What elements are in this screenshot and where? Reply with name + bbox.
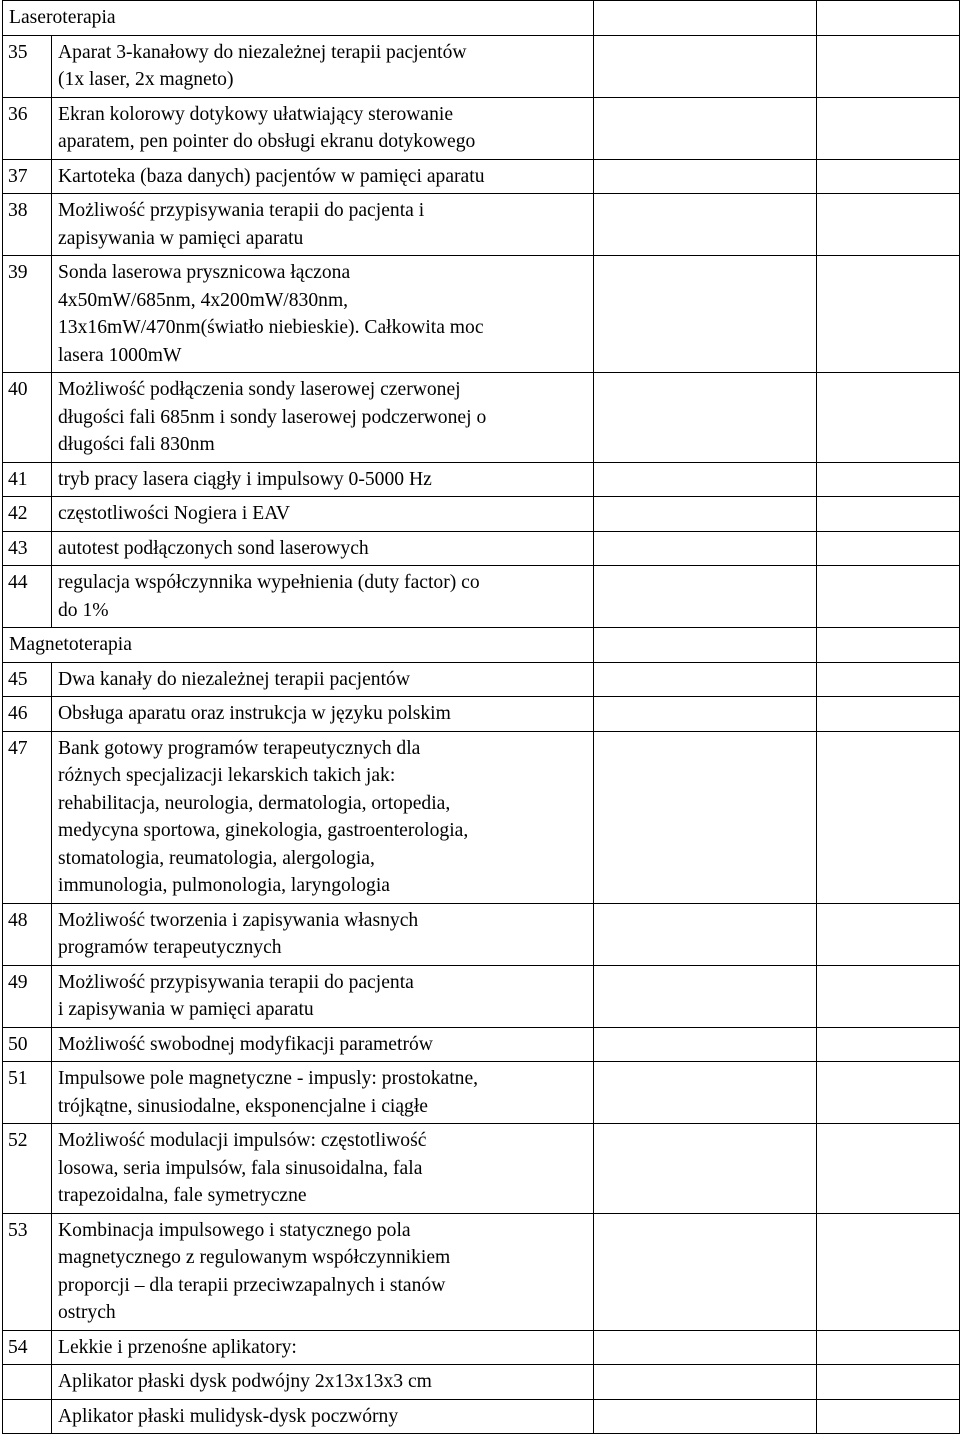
- row-description: [52, 662, 594, 697]
- empty-value-cell: [594, 628, 817, 663]
- row-description: [52, 566, 594, 628]
- row-number: 49: [3, 965, 52, 1027]
- row-description: [52, 531, 594, 566]
- table-row: [3, 1330, 960, 1365]
- table-row: [3, 965, 960, 1027]
- row-description: [52, 1399, 594, 1434]
- table-row: [3, 373, 960, 463]
- empty-value-cell: [594, 497, 817, 532]
- table-row: [3, 35, 960, 97]
- empty-value-cell: [594, 159, 817, 194]
- description-line: trójkątne, sinusiodalne, eksponencjalne i ciągłe: [58, 1095, 428, 1117]
- description-line: losowa, seria impulsów, fala sinusoidalna, fala: [58, 1157, 423, 1179]
- empty-value-cell: [594, 1365, 817, 1400]
- table-row: [3, 1399, 960, 1434]
- row-number: 45: [3, 662, 52, 697]
- row-number: 51: [3, 1062, 52, 1124]
- description-line: Możliwość przypisywania terapii do pacjenta i: [58, 200, 425, 221]
- empty-value-cell: [594, 965, 817, 1027]
- empty-value-cell: [594, 373, 817, 463]
- description-line: immunologia, pulmonologia, laryngologia: [58, 875, 390, 896]
- description-line: Aplikator płaski dysk podwójny 2x13x13x3 cm: [58, 1371, 432, 1392]
- row-description: [52, 903, 594, 965]
- empty-value-cell: [817, 462, 960, 497]
- description-line: tryb pracy lasera ciągły i impulsowy 0-5000 Hz: [58, 468, 432, 490]
- row-number: 36: [3, 97, 52, 159]
- specification-table-body: [3, 1, 960, 1434]
- empty-value-cell: [594, 697, 817, 732]
- row-description: [52, 1213, 594, 1330]
- empty-value-cell: [817, 1, 960, 36]
- row-description: [52, 497, 594, 532]
- empty-value-cell: [817, 194, 960, 256]
- empty-value-cell: [594, 1124, 817, 1214]
- row-description: [52, 35, 594, 97]
- description-line: częstotliwości Nogiera i EAV: [58, 503, 290, 524]
- row-number: 52: [3, 1124, 52, 1214]
- row-description: [52, 965, 594, 1027]
- table-row: [3, 566, 960, 628]
- empty-value-cell: [817, 256, 960, 373]
- section-header-row: [3, 628, 960, 663]
- row-description: [52, 373, 594, 463]
- description-line: rehabilitacja, neurologia, dermatologia, ortopedia,: [58, 792, 451, 814]
- empty-value-cell: [594, 1062, 817, 1124]
- table-row: [3, 662, 960, 697]
- row-number: 50: [3, 1027, 52, 1062]
- description-line: Sonda laserowa prysznicowa łączona: [58, 262, 351, 283]
- empty-value-cell: [817, 1124, 960, 1214]
- empty-value-cell: [594, 731, 817, 903]
- empty-value-cell: [594, 1027, 817, 1062]
- row-number: 54: [3, 1330, 52, 1365]
- empty-value-cell: [594, 566, 817, 628]
- description-line: Możliwość tworzenia i zapisywania własnych: [58, 909, 419, 931]
- description-line: Obsługa aparatu oraz instrukcja w języku polskim: [58, 703, 451, 724]
- description-line: autotest podłączonych sond laserowych: [58, 537, 369, 559]
- table-row: [3, 256, 960, 373]
- empty-value-cell: [594, 1399, 817, 1434]
- description-line: Możliwość swobodnej modyfikacji parametrów: [58, 1033, 433, 1055]
- description-line: trapezoidalna, fale symetryczne: [58, 1185, 307, 1206]
- empty-value-cell: [594, 531, 817, 566]
- table-row: [3, 1027, 960, 1062]
- table-row: [3, 1062, 960, 1124]
- row-number: 44: [3, 566, 52, 628]
- empty-value-cell: [817, 1399, 960, 1434]
- description-line: programów terapeutycznych: [58, 937, 282, 958]
- empty-value-cell: [817, 35, 960, 97]
- section-header-row: [3, 1, 960, 36]
- description-line: (1x laser, 2x magneto): [58, 69, 234, 90]
- empty-value-cell: [594, 462, 817, 497]
- description-line: aparatem, pen pointer do obsługi ekranu dotykowego: [58, 131, 476, 152]
- empty-value-cell: [817, 1330, 960, 1365]
- description-line: Impulsowe pole magnetyczne - impusly: prostokatne,: [58, 1068, 479, 1089]
- description-line: zapisywania w pamięci aparatu: [58, 227, 304, 249]
- table-row: [3, 1124, 960, 1214]
- empty-value-cell: [594, 35, 817, 97]
- empty-value-cell: [817, 531, 960, 566]
- row-number: 37: [3, 159, 52, 194]
- description-line: Możliwość podłączenia sondy laserowej czerwonej: [58, 379, 461, 400]
- specification-table: [2, 0, 960, 1434]
- empty-value-cell: [817, 159, 960, 194]
- table-row: [3, 194, 960, 256]
- empty-value-cell: [817, 662, 960, 697]
- empty-value-cell: [594, 194, 817, 256]
- empty-value-cell: [817, 373, 960, 463]
- table-row: [3, 1365, 960, 1400]
- empty-value-cell: [817, 903, 960, 965]
- row-description: [52, 97, 594, 159]
- row-number: 35: [3, 35, 52, 97]
- row-description: [52, 256, 594, 373]
- description-line: różnych specjalizacji lekarskich takich jak:: [58, 765, 396, 786]
- table-row: [3, 697, 960, 732]
- row-description: [52, 1027, 594, 1062]
- row-number: 39: [3, 256, 52, 373]
- description-line: Dwa kanały do niezależnej terapii pacjentów: [58, 668, 410, 690]
- row-number: 40: [3, 373, 52, 463]
- table-row: [3, 903, 960, 965]
- row-description: [52, 697, 594, 732]
- empty-value-cell: [594, 903, 817, 965]
- description-line: Możliwość modulacji impulsów: częstotliwość: [58, 1130, 427, 1151]
- description-line: Aplikator płaski mulidysk-dysk poczwórny: [58, 1405, 399, 1427]
- description-line: do 1%: [58, 599, 109, 621]
- row-description: [52, 194, 594, 256]
- empty-value-cell: [817, 628, 960, 663]
- row-number: 43: [3, 531, 52, 566]
- empty-value-cell: [817, 1027, 960, 1062]
- empty-value-cell: [817, 1213, 960, 1330]
- description-line: Ekran kolorowy dotykowy ułatwiający sterowanie: [58, 103, 454, 125]
- description-line: stomatologia, reumatologia, alergologia,: [58, 847, 375, 869]
- description-line: długości fali 830nm: [58, 434, 215, 455]
- description-line: proporcji – dla terapii przeciwzapalnych i stanów: [58, 1274, 446, 1296]
- empty-value-cell: [594, 1330, 817, 1365]
- empty-value-cell: [594, 1, 817, 36]
- row-number: 41: [3, 462, 52, 497]
- row-description: [52, 1062, 594, 1124]
- row-number: 53: [3, 1213, 52, 1330]
- description-line: medycyna sportowa, ginekologia, gastroenterologia,: [58, 820, 469, 841]
- description-line: Możliwość przypisywania terapii do pacjenta: [58, 971, 414, 993]
- description-line: Bank gotowy programów terapeutycznych dla: [58, 737, 421, 759]
- description-line: Kombinacja impulsowego i statycznego pola: [58, 1219, 411, 1241]
- section-title: Magnetoterapia: [3, 628, 594, 663]
- description-line: Kartoteka (baza danych) pacjentów w pamięci aparatu: [58, 165, 485, 187]
- empty-value-cell: [817, 965, 960, 1027]
- description-line: regulacja współczynnika wypełnienia (duty factor) co: [58, 572, 480, 593]
- row-number: 38: [3, 194, 52, 256]
- description-line: Aparat 3-kanałowy do niezależnej terapii pacjentów: [58, 41, 467, 63]
- empty-value-cell: [817, 497, 960, 532]
- row-number: 42: [3, 497, 52, 532]
- empty-value-cell: [594, 97, 817, 159]
- table-row: [3, 1213, 960, 1330]
- row-description: [52, 1124, 594, 1214]
- empty-value-cell: [594, 662, 817, 697]
- empty-value-cell: [817, 1365, 960, 1400]
- table-row: [3, 462, 960, 497]
- empty-value-cell: [817, 97, 960, 159]
- row-number: [3, 1365, 52, 1400]
- empty-value-cell: [594, 1213, 817, 1330]
- row-description: [52, 1330, 594, 1365]
- description-line: 4x50mW/685nm, 4x200mW/830nm,: [58, 289, 349, 311]
- description-line: lasera 1000mW: [58, 344, 182, 366]
- empty-value-cell: [817, 1062, 960, 1124]
- table-row: [3, 159, 960, 194]
- row-number: 46: [3, 697, 52, 732]
- table-row: [3, 531, 960, 566]
- row-number: 48: [3, 903, 52, 965]
- description-line: 13x16mW/470nm(światło niebieskie). Całkowita moc: [58, 317, 484, 338]
- row-number: [3, 1399, 52, 1434]
- empty-value-cell: [817, 566, 960, 628]
- empty-value-cell: [817, 697, 960, 732]
- empty-value-cell: [817, 731, 960, 903]
- section-title: Laseroterapia: [3, 1, 594, 36]
- table-row: [3, 97, 960, 159]
- empty-value-cell: [594, 256, 817, 373]
- row-description: [52, 462, 594, 497]
- description-line: ostrych: [58, 1302, 116, 1323]
- row-description: [52, 1365, 594, 1400]
- row-number: 47: [3, 731, 52, 903]
- description-line: magnetycznego z regulowanym współczynnikiem: [58, 1247, 451, 1268]
- row-description: [52, 159, 594, 194]
- table-row: [3, 731, 960, 903]
- description-line: Lekkie i przenośne aplikatory:: [58, 1336, 297, 1358]
- description-line: długości fali 685nm i sondy laserowej podczerwonej o: [58, 406, 487, 428]
- row-description: [52, 731, 594, 903]
- description-line: i zapisywania w pamięci aparatu: [58, 999, 314, 1020]
- table-row: [3, 497, 960, 532]
